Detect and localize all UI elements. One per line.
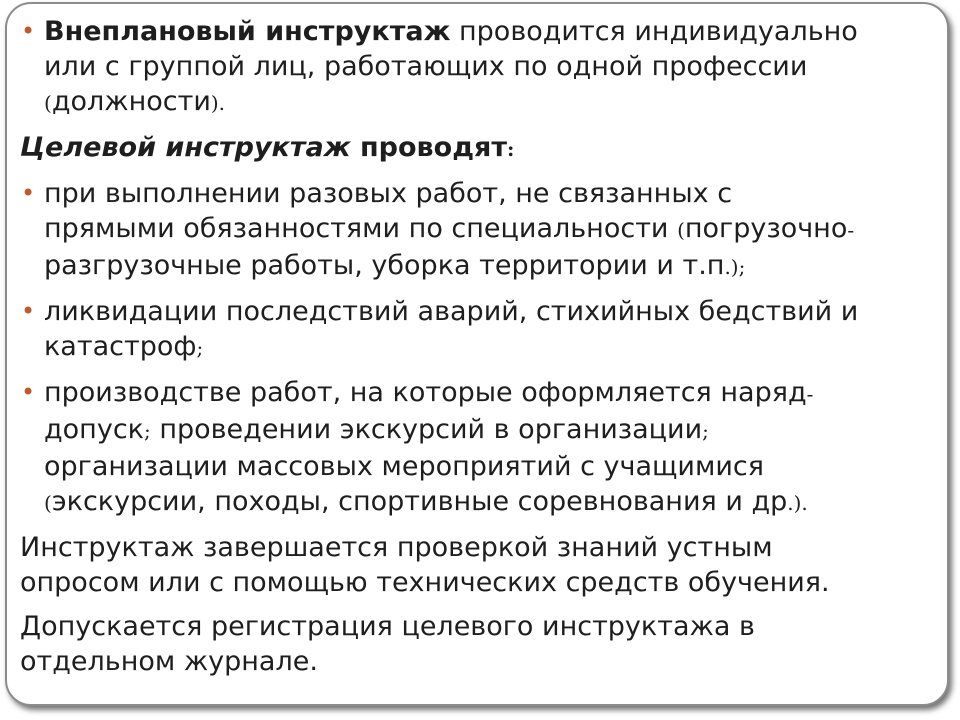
line-text: прямыми обязанностями по специальности [44,213,678,244]
line-text: производстве работ, на которые оформляется наряд [44,377,807,408]
target-verb: проводят [350,132,507,163]
paragraph-knowledge-check [20,530,940,600]
line-text: проведении экскурсий в организации [150,414,703,445]
unplanned-text: проводится индивидуально [450,16,858,47]
bullet-line [44,84,940,121]
bullet-line [44,14,940,49]
target-briefing-heading [20,130,940,167]
semicolon: ; [143,419,151,443]
paren-close: ). [210,91,226,115]
bullet-line: организации массовых мероприятий с учащимися [44,451,764,482]
bullet-line [44,248,940,285]
bullet-line [44,375,940,412]
line-end: ; [196,336,204,360]
paragraph-registration [20,609,940,679]
position-word: должности [51,86,211,117]
bullet-icon: • [21,179,36,207]
line-text: катастроф [44,331,197,362]
paren-open: ( [44,91,52,115]
semicolon: ; [702,419,709,443]
bullet-one-time-work [20,176,940,285]
bullet-line [44,484,940,521]
slide-content [20,14,940,688]
bullet-line: ликвидации последствий аварий, стихийных бедствий и [44,296,859,327]
bullet-icon: • [21,378,36,406]
unplanned-term: Внеплановый инструктаж [44,16,451,47]
line-text: допуск [44,414,144,445]
paren-open: ( [677,218,685,242]
bullet-icon: • [21,297,36,325]
bullet-line [44,329,940,366]
line-text: погрузочно [684,213,848,244]
paragraph-line: отдельном журнале. [20,646,318,677]
bullet-icon: • [21,17,36,45]
target-term: Целевой инструктаж [20,132,351,163]
dash: - [806,382,814,406]
paragraph-line: опросом или с помощью технических средств обучения. [20,567,830,598]
line-end: .); [724,255,746,279]
dash: - [847,218,855,242]
line-text: разгрузочные работы, уборка территории и т.п [44,250,725,281]
bullet-line [44,211,940,248]
bullet-line: при выполнении разовых работ, не связанных с [44,178,733,209]
paragraph-line: Допускается регистрация целевого инструктажа в [20,611,755,642]
bullet-line: или с группой лиц, работающих по одной профессии [44,51,808,82]
line-text: экскурсии, походы, спортивные соревнования и др [51,486,788,517]
bullet-unplanned-briefing [20,14,940,121]
colon: : [506,137,515,161]
paren-open: ( [44,491,52,515]
bullet-work-permit [20,375,940,521]
paragraph-line: Инструктаж завершается проверкой знаний устным [20,532,773,563]
bullet-line [44,412,940,449]
line-end: .). [787,491,808,515]
bullet-accidents [20,294,940,366]
